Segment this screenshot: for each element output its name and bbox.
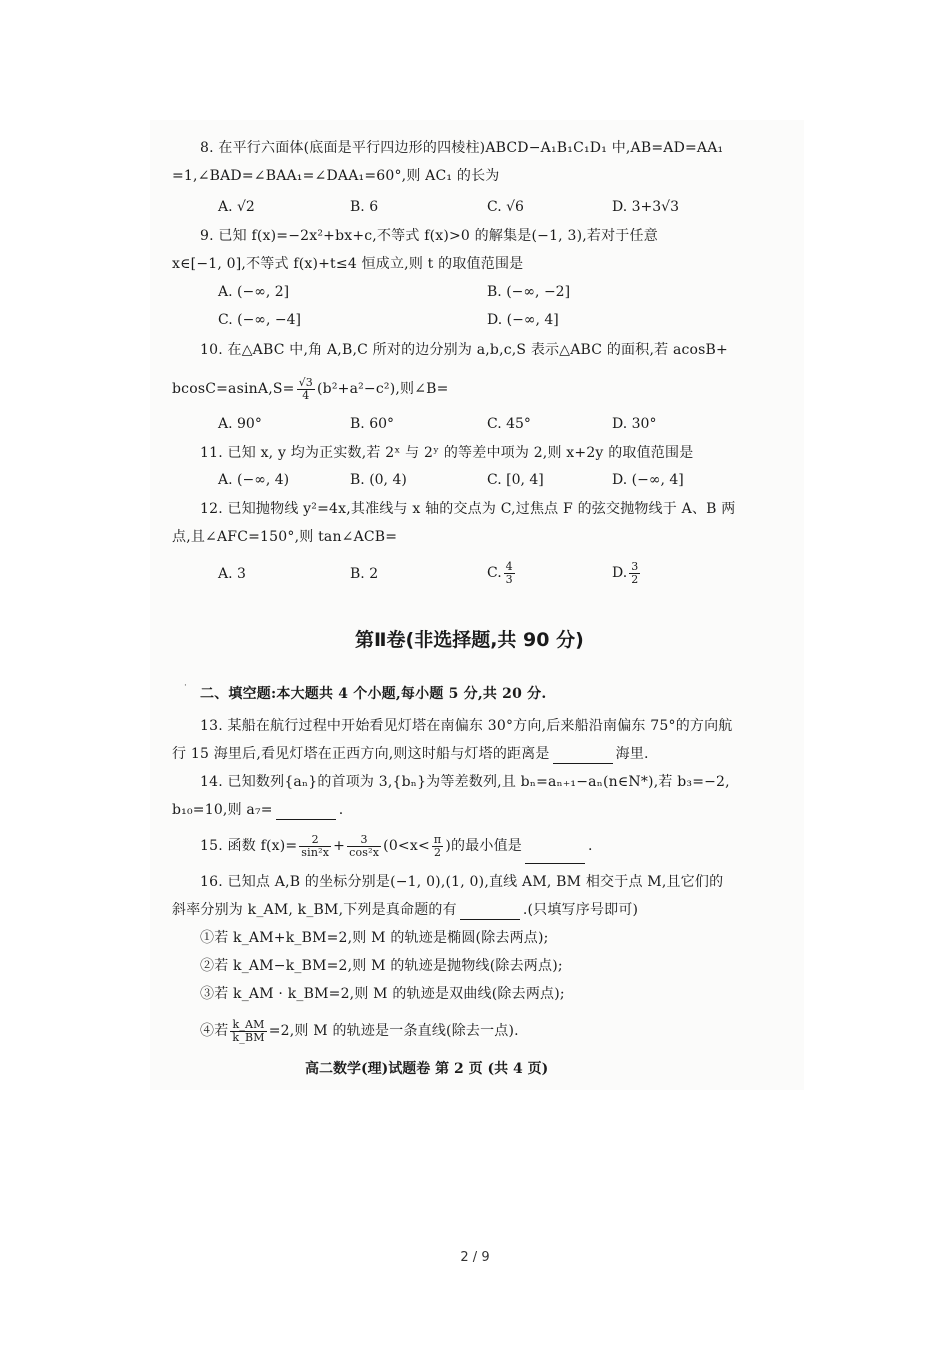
- q12-option-c-den: 3: [505, 572, 513, 586]
- q16-item4-start: ④若: [200, 1023, 229, 1039]
- fill-in-header: 二、填空题:本大题共 4 个小题,每小题 5 分,共 20 分.: [200, 686, 547, 702]
- scan-speck: ·: [184, 681, 187, 691]
- q10-line2-start: bcosC=asinA,S=: [172, 381, 295, 397]
- q14-answer-blank: [276, 805, 336, 820]
- q13-line2-start: 行 15 海里后,看见灯塔在正西方向,则这时船与灯塔的距离是: [172, 746, 550, 762]
- q8-option-b: B. 6: [350, 199, 379, 215]
- q15-start: 15. 函数 f(x)=: [200, 838, 298, 854]
- q9-option-a: A. (−∞, 2]: [218, 284, 290, 300]
- q13-answer-blank: [553, 749, 613, 764]
- q10-sqrt3-over-4: [297, 377, 315, 402]
- q8-option-a: A. √2: [218, 199, 255, 215]
- q10-line2: [172, 372, 449, 406]
- q15-frac1-den: sin²x: [301, 845, 330, 859]
- q12-option-c-label: C.: [487, 565, 502, 581]
- q8-line2: =1,∠BAD=∠BAA₁=∠DAA₁=60°,则 AC₁ 的长为: [172, 168, 500, 184]
- exam-footer: 高二数学(理)试题卷 第 2 页 (共 4 页): [305, 1061, 549, 1077]
- q11-option-b: B. (0, 4): [350, 472, 407, 488]
- q8-option-d: D. 3+3√3: [612, 199, 679, 215]
- q11-option-d: D. (−∞, 4]: [612, 472, 684, 488]
- q10-line2-end: (b²+a²−c²),则∠B=: [317, 381, 449, 397]
- q16-item-1: ①若 k_AM+k_BM=2,则 M 的轨迹是椭圆(除去两点);: [200, 930, 549, 946]
- q9-option-b: B. (−∞, −2]: [487, 284, 571, 300]
- q15-frac3: [432, 834, 443, 859]
- q14-line1: 14. 已知数列{aₙ}的首项为 3,{bₙ}为等差数列,且 bₙ=aₙ₊₁−aₙ(n∈N*),若 b₃=−2,: [200, 774, 730, 790]
- q16-line1: 16. 已知点 A,B 的坐标分别是(−1, 0),(1, 0),直线 AM, BM 相交于点 M,且它们的: [200, 874, 724, 890]
- q10-option-b: B. 60°: [350, 416, 395, 432]
- q12-option-d-den: 2: [631, 572, 639, 586]
- q12-option-d: [612, 556, 642, 590]
- q12-option-c-frac: [504, 561, 515, 586]
- q16-answer-blank: [460, 905, 520, 920]
- q15-answer-blank: [525, 849, 585, 864]
- q15-frac3-num: π: [433, 832, 442, 846]
- q16-item-3: ③若 k_AM · k_BM=2,则 M 的轨迹是双曲线(除去两点);: [200, 986, 565, 1002]
- q10-option-c: C. 45°: [487, 416, 531, 432]
- q12-option-c-num: 4: [505, 559, 513, 573]
- q15-end: .: [588, 838, 593, 854]
- q9-option-d: D. (−∞, 4]: [487, 312, 559, 328]
- q16-item4-frac: [230, 1019, 266, 1044]
- q15-line: [200, 828, 593, 864]
- q12-option-d-label: D.: [612, 565, 628, 581]
- q15-frac2-den: cos²x: [349, 845, 380, 859]
- q11-option-a: A. (−∞, 4): [218, 472, 290, 488]
- q15-frac2-num: 3: [347, 834, 381, 847]
- q11-option-c: C. [0, 4]: [487, 472, 544, 488]
- q10-frac-num: √3: [298, 375, 313, 389]
- q16-line2-start: 斜率分别为 k_AM, k_BM,下列是真命题的有: [172, 902, 457, 918]
- q13-line1: 13. 某船在航行过程中开始看见灯塔在南偏东 30°方向,后来船沿南偏东 75°的方向航: [200, 718, 733, 734]
- q16-item4-den: k_BM: [232, 1030, 265, 1044]
- q15-cond-end: )的最小值是: [445, 838, 522, 854]
- q12-line1: 12. 已知抛物线 y²=4x,其准线与 x 轴的交点为 C,过焦点 F 的弦交抛物线于 A、B 两: [200, 501, 736, 517]
- q16-item4-num: k_AM: [230, 1019, 266, 1032]
- q16-line2: [172, 900, 638, 920]
- q16-item-4: [200, 1014, 519, 1048]
- q15-frac1: [299, 834, 331, 859]
- q9-option-c: C. (−∞, −4]: [218, 312, 301, 328]
- q12-option-a: A. 3: [218, 566, 246, 582]
- q10-frac-den: 4: [302, 388, 310, 402]
- q16-item-2: ②若 k_AM−k_BM=2,则 M 的轨迹是抛物线(除去两点);: [200, 958, 563, 974]
- q16-line2-end: .(只填写序号即可): [522, 902, 639, 918]
- q12-option-b: B. 2: [350, 566, 379, 582]
- q10-option-a: A. 90°: [218, 416, 262, 432]
- q12-option-d-num: 3: [631, 559, 639, 573]
- q15-frac2: [347, 834, 381, 859]
- q10-option-d: D. 30°: [612, 416, 657, 432]
- q14-line2-start: b₁₀=10,则 a₇=: [172, 802, 273, 818]
- q9-line1: 9. 已知 f(x)=−2x²+bx+c,不等式 f(x)>0 的解集是(−1, 3),若对于任意: [200, 228, 658, 244]
- q14-line2-end: .: [338, 802, 344, 818]
- q13-line2: [172, 744, 649, 764]
- q8-option-c: C. √6: [487, 199, 524, 215]
- q8-line1: 8. 在平行六面体(底面是平行四边形的四棱柱)ABCD−A₁B₁C₁D₁ 中,AB=AD=AA₁: [200, 140, 724, 156]
- q14-line2: [172, 800, 343, 820]
- q13-line2-end: 海里.: [615, 746, 649, 762]
- page-indicator: 2 / 9: [460, 1250, 490, 1265]
- q15-plus: +: [333, 838, 346, 854]
- section-title: 第Ⅱ卷(非选择题,共 90 分): [355, 629, 584, 651]
- q12-option-d-frac: [629, 561, 640, 586]
- q12-line2: 点,且∠AFC=150°,则 tan∠ACB=: [172, 529, 398, 545]
- q11-line1: 11. 已知 x, y 均为正实数,若 2ˣ 与 2ʸ 的等差中项为 2,则 x+2y 的取值范围是: [200, 445, 694, 461]
- q10-line1: 10. 在△ABC 中,角 A,B,C 所对的边分别为 a,b,c,S 表示△ABC 的面积,若 acosB+: [200, 342, 728, 358]
- q15-frac1-num: 2: [299, 834, 331, 847]
- q9-line2: x∈[−1, 0],不等式 f(x)+t≤4 恒成立,则 t 的取值范围是: [172, 256, 524, 272]
- q15-frac3-den: 2: [434, 845, 442, 859]
- q16-item4-end: =2,则 M 的轨迹是一条直线(除去一点).: [268, 1023, 519, 1039]
- q12-option-c: [487, 556, 517, 590]
- q15-cond-start: (0<x<: [383, 838, 430, 854]
